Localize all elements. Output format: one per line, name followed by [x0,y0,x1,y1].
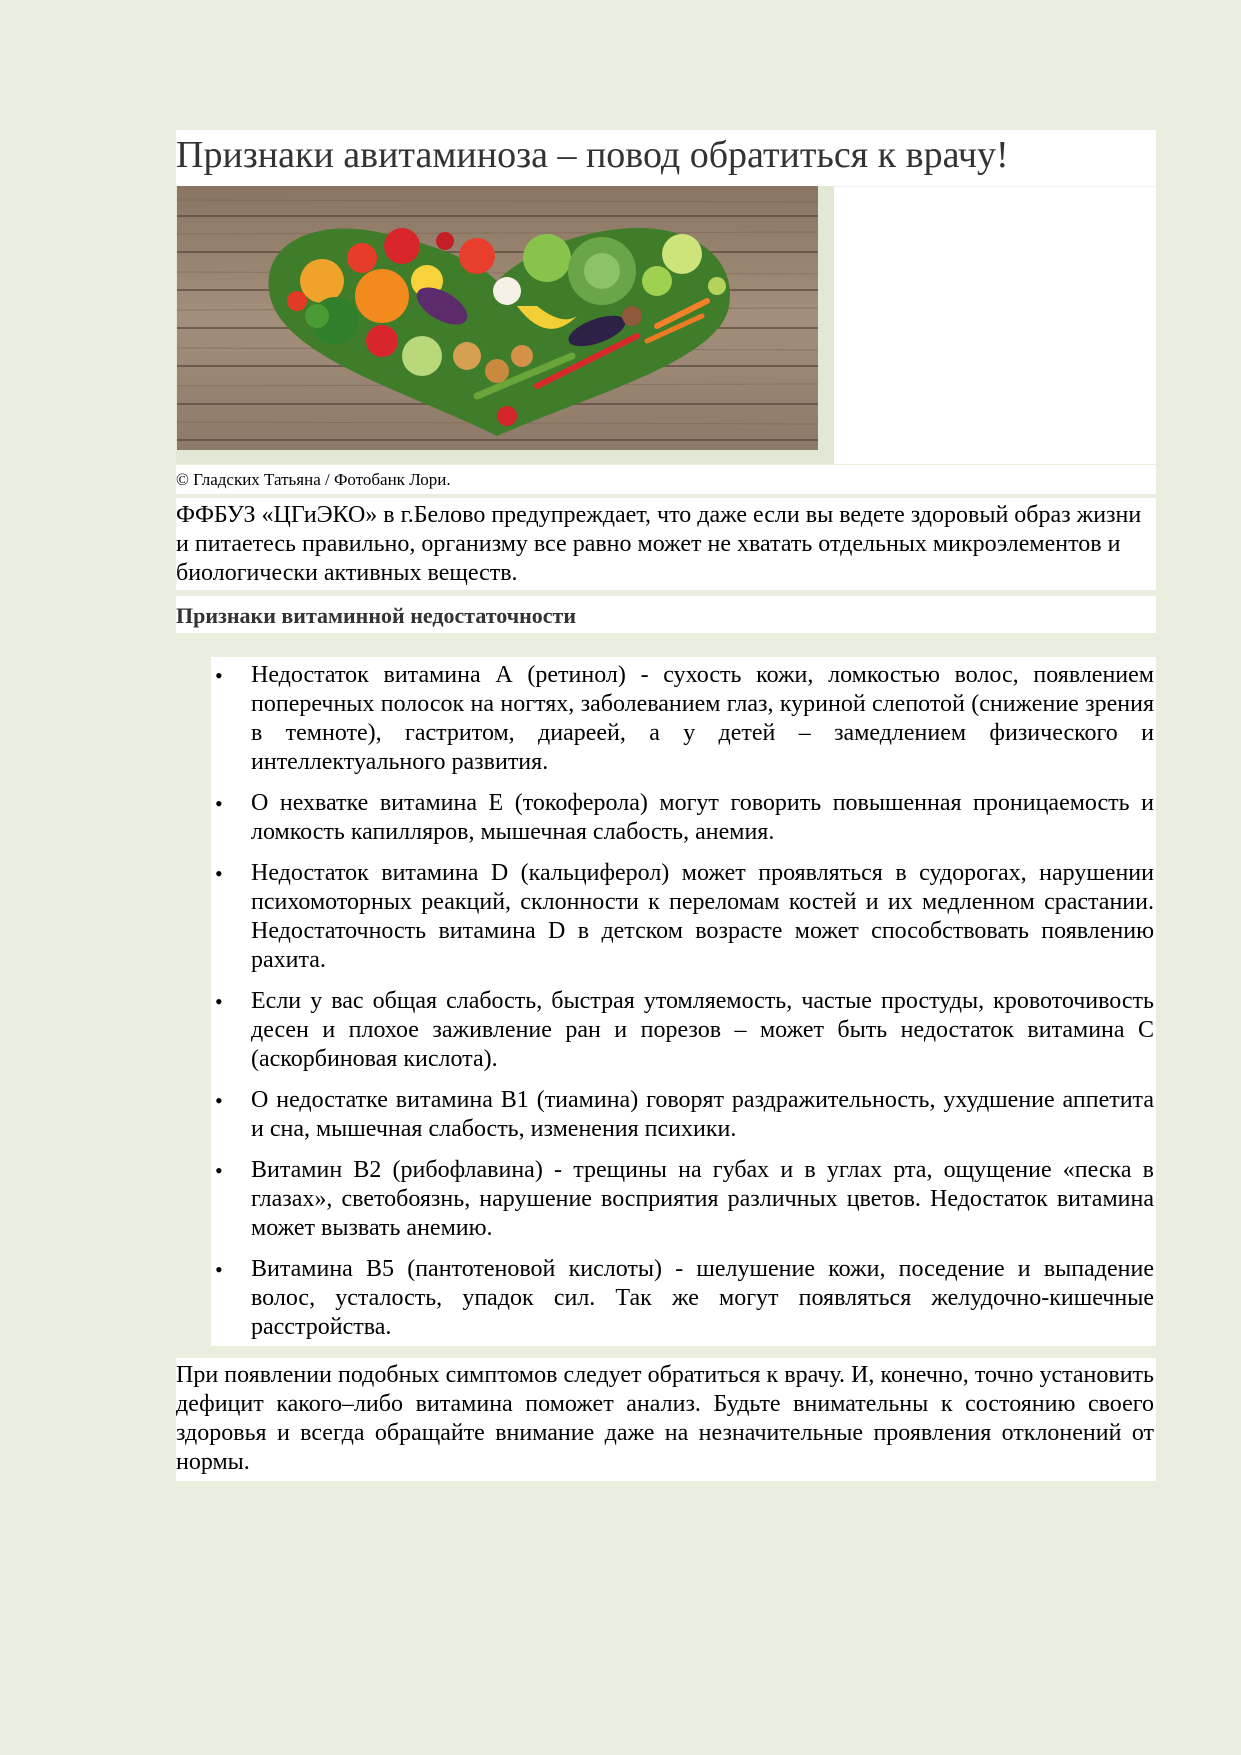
list-item [211,1255,1154,1342]
list-item-text: О нехватке витамина Е (токоферола) могут говорить повышенная проницаемость и ломкость капилляров, мышечная слабость, анемия. [251,790,1154,845]
list-item-text: Недостаток витамина D (кальциферол) может проявляться в судорогах, нарушении психомоторных реакций, склонности к переломам костей и их медленном срастании. Недостаточность витамина D в детском возрасте может способствовать появлению рахита. [251,860,1154,973]
closing-paragraph: При появлении подобных симптомов следует обратиться к врачу. И, конечно, точно установить дефицит какого–либо витамина поможет анализ. Будьте внимательны к состоянию своего здоровья и всегда обращайте внимание даже на незначительные проявления отклонений от нормы. [176,1362,1154,1475]
bullet-icon: • [215,1158,223,1183]
title-block [176,130,1156,186]
section-heading: Признаки витаминной недостаточности [176,603,577,628]
list-item-text: Если у вас общая слабость, быстрая утомляемость, частые простуды, кровоточивость десен и плохое заживление ран и порезов – может быть недостаток витамина С (аскорбиновая кислота). [251,988,1154,1072]
subheading-block [176,596,1156,633]
image-credit: © Гладских Татьяна / Фотобанк Лори. [176,470,451,489]
list-item [211,859,1154,975]
page-title: Признаки авитаминоза – повод обратиться к врачу! [176,134,1009,176]
image-side-space [834,186,1156,464]
article [176,130,1156,1481]
image-frame [176,186,834,464]
bullet-icon: • [215,989,223,1014]
bullet-icon: • [215,861,223,886]
list-item [211,1086,1154,1144]
bullet-icon: • [215,791,223,816]
bullet-icon: • [215,1257,223,1282]
symptoms-list-block [211,657,1156,1346]
intro-paragraph: ФФБУЗ «ЦГиЭКО» в г.Белово предупреждает, что даже если вы ведете здоровый образ жизни и питаетесь правильно, организму все равно может не хватать отдельных микроэлементов и биологически активных веществ. [176,502,1142,586]
intro-block [176,498,1156,590]
list-item [211,987,1154,1074]
list-item [211,1156,1154,1243]
list-item [211,661,1154,777]
image-row [176,186,1156,464]
image-credit-block [176,465,1156,494]
bullet-icon: • [215,1088,223,1113]
closing-block [176,1358,1156,1481]
bullet-icon: • [215,663,223,688]
list-item-text: Витамина В5 (пантотеновой кислоты) - шелушение кожи, поседение и выпадение волос, усталость, упадок сил. Так же могут появляться желудочно-кишечные расстройства. [251,1256,1154,1340]
vegetable-heart-photo [177,186,818,450]
list-item-text: Витамин В2 (рибофлавина) - трещины на губах и в углах рта, ощущение «песка в глазах», светобоязнь, нарушение восприятия различных цветов. Недостаток витамина может вызвать анемию. [251,1157,1154,1241]
list-item [211,789,1154,847]
list-item-text: Недостаток витамина А (ретинол) - сухость кожи, ломкостью волос, появлением поперечных полосок на ногтях, заболеванием глаз, куриной слепотой (снижение зрения в темноте), гастритом, диареей, а у детей – замедлением физического и интеллектуального развития. [251,662,1154,775]
list-item-text: О недостатке витамина В1 (тиамина) говорят раздражительность, ухудшение аппетита и сна, мышечная слабость, изменения психики. [251,1087,1154,1142]
symptoms-list [211,657,1156,1346]
